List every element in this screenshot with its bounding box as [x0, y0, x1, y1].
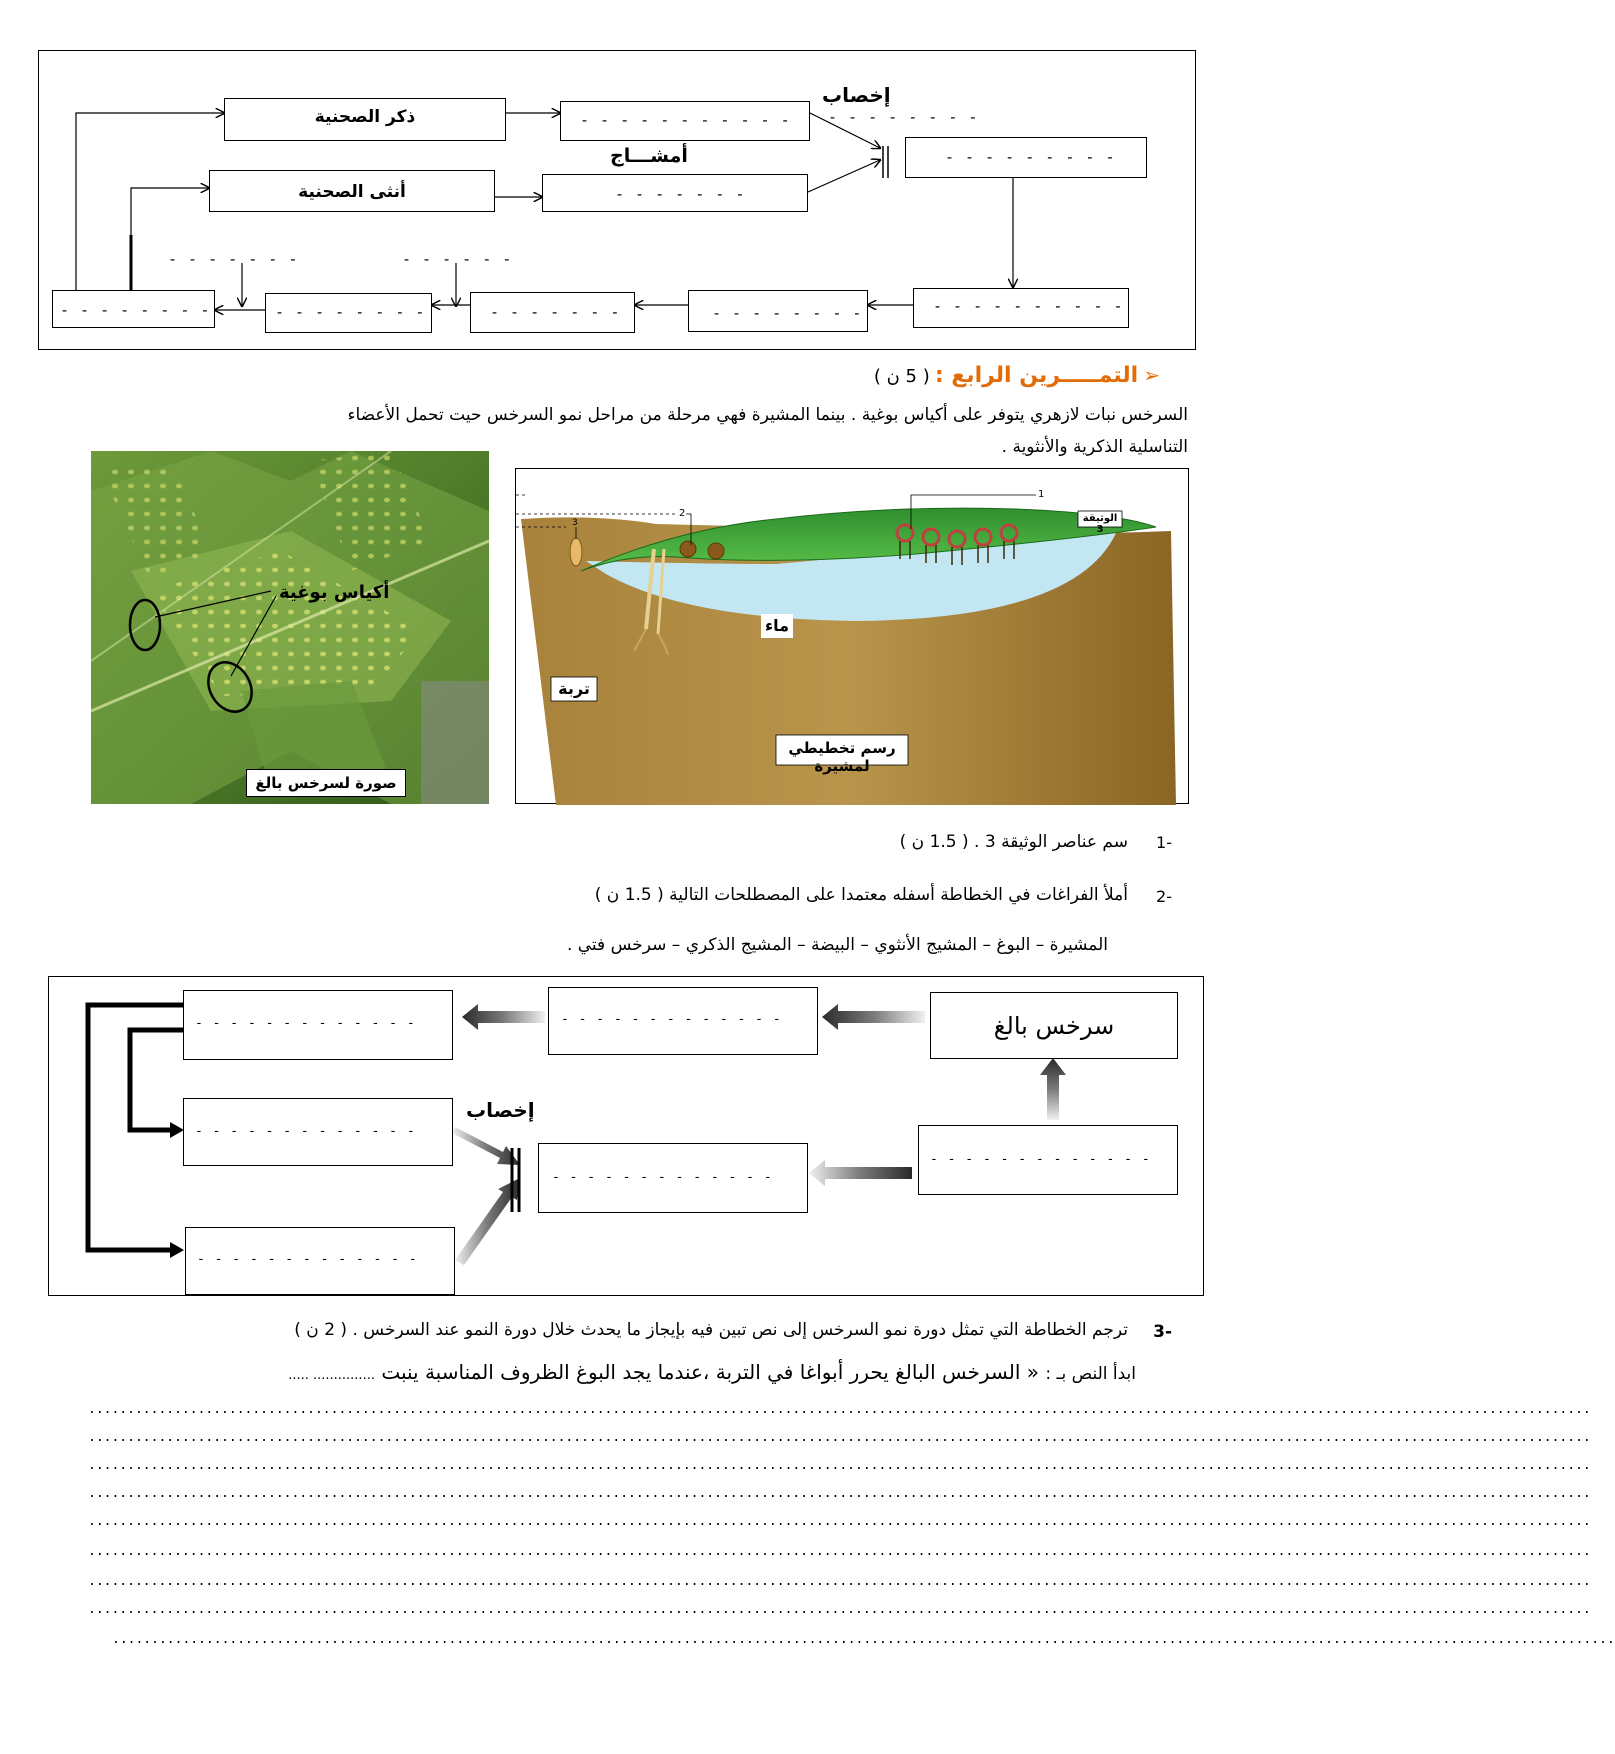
answer-line[interactable]: ................................................................................................................................................................................................	[88, 1544, 1591, 1559]
question-2-text: أملأ الفراغات في الخطاطة أسفله معتمدا على المصطلحات التالية ( 1.5 ن )	[594, 885, 1128, 905]
answer-line[interactable]: ................................................................................................................................................................................................	[112, 1632, 1615, 1647]
answer-line[interactable]: ................................................................................................................................................................................................	[88, 1402, 1591, 1417]
doc3-caption: رسم تخطيطي لمشيرة	[788, 739, 896, 775]
stage-blank-5: - - - - - - - -	[60, 301, 211, 319]
question-3-text: ترجم الخطاطة التي تمثل دورة نمو السرخس إلى نص تبين فيه بإيجاز ما يحدث خلال دورة النمو عند السرخس . ( 2 ن )	[294, 1320, 1128, 1340]
cycle-blank-male-gamete: - - - - - - - - - - - - -	[195, 1124, 416, 1139]
answer-line[interactable]: ................................................................................................................................................................................................	[88, 1486, 1591, 1501]
answer-line[interactable]: ................................................................................................................................................................................................	[88, 1430, 1591, 1445]
question-2-num: -2	[1156, 887, 1172, 906]
intro-line-1: السرخس نبات لازهري يتوفر على أكياس بوغية . بينما المشيرة فهي مرحلة من مراحل نمو السرخس حيت تحمل الأعضاء	[347, 405, 1188, 425]
start-prefix: ابدأ النص بـ :	[1045, 1364, 1136, 1384]
stage-blank-1: - - - - - - - - - -	[933, 297, 1124, 315]
cycle-blank-egg: - - - - - - - - - - - - -	[552, 1170, 773, 1185]
spore-sacs-label: أكياس بوغية	[279, 582, 390, 603]
zygote-blank: - - - - - - - - -	[945, 148, 1116, 166]
exercise-points: ( 5 ن )	[873, 366, 930, 387]
fertilization-label-2: إخصاب	[466, 1098, 535, 1122]
stage-blank-2: - - - - - - - -	[712, 304, 863, 322]
cycle-blank-female-gamete: - - - - - - - - - - - - -	[197, 1252, 418, 1267]
fertilization-blank: - - - - - - - -	[828, 108, 979, 126]
answer-line[interactable]: ................................................................................................................................................................................................	[88, 1574, 1591, 1589]
cycle-blank-spore: - - - - - - - - - - - - -	[195, 1016, 416, 1031]
doc3-tag: الوثيقة 3	[1082, 513, 1118, 535]
answer-line[interactable]: ................................................................................................................................................................................................	[88, 1514, 1591, 1529]
answer-line[interactable]: ................................................................................................................................................................................................	[88, 1458, 1591, 1473]
doc3-label-3: 3	[572, 518, 578, 528]
answer-line[interactable]: ................................................................................................................................................................................................	[88, 1602, 1591, 1617]
stage-blank-4: - - - - - - - -	[275, 303, 426, 321]
start-sentence	[288, 1360, 1136, 1384]
male-prothallus-label: ذكر الصحنية	[314, 107, 416, 127]
exercise-title: التمـــــرين الرابع :	[934, 363, 1139, 388]
question-1-text: سم عناصر الوثيقة 3 . ( 1.5 ن )	[899, 832, 1128, 852]
photo-caption: صورة لسرخس بالغ	[246, 769, 406, 797]
fertilization-label: إخصاب	[822, 83, 891, 107]
adult-fern-label: سرخس بالغ	[993, 1012, 1115, 1040]
cycle-blank-young-fern: - - - - - - - - - - - - -	[930, 1152, 1151, 1167]
start-dots: ............... .....	[288, 1368, 375, 1383]
upper-blank-1: - - - - - - -	[168, 250, 299, 268]
gamete-blank-male: - - - - - - - - - - -	[580, 111, 791, 129]
question-1-num: -1	[1156, 833, 1172, 852]
gametes-label: أمشـــاج	[610, 145, 688, 167]
arrow-bullet-icon: ➢	[1143, 363, 1160, 387]
start-text: « السرخس البالغ يحرر أبواغا في التربة ،عندما يجد البوغ الظروف المناسبة ينبت	[381, 1360, 1040, 1384]
question-3-num: -3	[1153, 1322, 1172, 1342]
cycle-blank-top-middle: - - - - - - - - - - - - -	[561, 1012, 782, 1027]
stage-blank-3: - - - - - - -	[490, 303, 621, 321]
female-prothallus-label: أنثى الصحنية	[298, 182, 406, 202]
terms-list: المشيرة – البوغ – المشيج الأنثوي – البيضة – المشيج الذكري – سرخس فتي .	[566, 935, 1108, 955]
doc3-soil-label: تربة	[558, 679, 590, 698]
doc3-water-label: ماء	[764, 616, 790, 635]
upper-blank-2: - - - - - -	[402, 250, 513, 268]
doc3-label-1: 1	[1038, 489, 1045, 500]
intro-line-2: التناسلية الذكرية والأنثوية .	[1001, 437, 1188, 457]
doc3-label-2: 2	[679, 508, 686, 519]
gamete-blank-female: - - - - - - -	[615, 185, 746, 203]
